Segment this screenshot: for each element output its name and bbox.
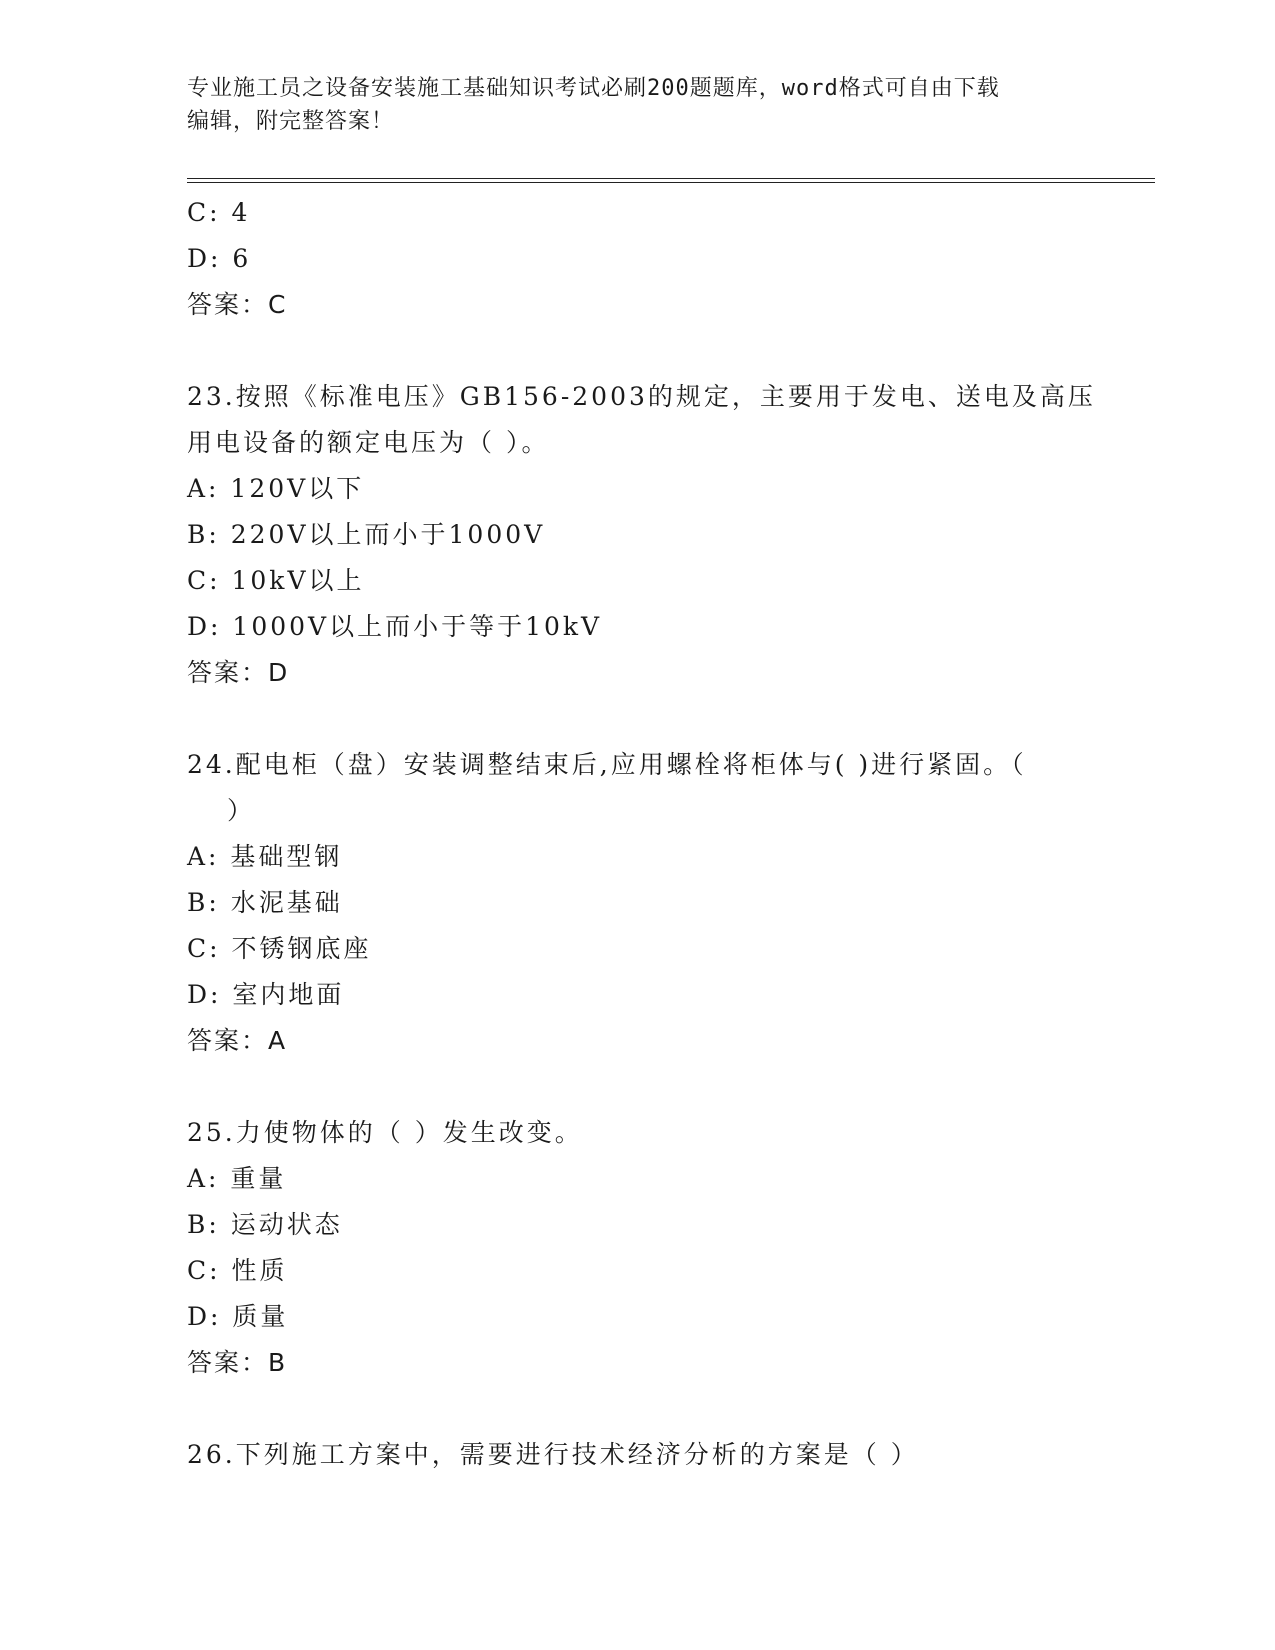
question-stem: 23.按照《标准电压》GB156-2003的规定，主要用于发电、送电及高压 bbox=[187, 382, 1096, 411]
option-d: D: 1000V以上而小于等于10kV bbox=[187, 612, 603, 641]
option-a: A: 重量 bbox=[187, 1164, 287, 1193]
answer: 答案：B bbox=[187, 1348, 288, 1377]
question-26 bbox=[187, 1432, 1087, 1478]
question-stem: 25.力使物体的（ ）发生改变。 bbox=[187, 1118, 583, 1147]
question-23 bbox=[187, 374, 1096, 696]
option-d: D: 室内地面 bbox=[187, 980, 345, 1009]
option-c: C: 性质 bbox=[187, 1256, 288, 1285]
question-25 bbox=[187, 1110, 1087, 1386]
answer: 答案：D bbox=[187, 658, 290, 687]
option-d: D: 质量 bbox=[187, 1302, 289, 1331]
header-line-2: 编辑，附完整答案！ bbox=[187, 109, 395, 134]
option-b: B: 运动状态 bbox=[187, 1210, 343, 1239]
option-b: B: 220V以上而小于1000V bbox=[187, 520, 546, 549]
document-body bbox=[187, 190, 1096, 1478]
question-stem-continued: ） bbox=[227, 796, 256, 825]
option-c: C: 4 bbox=[187, 198, 251, 227]
question-stem-continued: 用电设备的额定电压为（ ）。 bbox=[187, 428, 550, 457]
spacer bbox=[187, 1064, 1087, 1110]
header-rule-top bbox=[187, 178, 1155, 179]
question-stem: 26.下列施工方案中，需要进行技术经济分析的方案是（ ） bbox=[187, 1440, 919, 1469]
option-c: C: 10kV以上 bbox=[187, 566, 365, 595]
question-22-tail bbox=[187, 190, 1087, 328]
spacer bbox=[187, 1386, 1087, 1432]
option-b: B: 水泥基础 bbox=[187, 888, 343, 917]
answer: 答案：A bbox=[187, 1026, 288, 1055]
question-stem: 24.配电柜（盘）安装调整结束后,应用螺栓将柜体与( )进行紧固。（ bbox=[187, 750, 1027, 779]
document-header bbox=[187, 72, 1087, 138]
spacer bbox=[187, 696, 1087, 742]
question-24 bbox=[187, 742, 1087, 1064]
answer: 答案：C bbox=[187, 290, 288, 319]
option-d: D: 6 bbox=[187, 244, 252, 273]
option-c: C: 不锈钢底座 bbox=[187, 934, 372, 963]
spacer bbox=[187, 328, 1087, 374]
header-line-1: 专业施工员之设备安装施工基础知识考试必刷200题题库，word格式可自由下载 bbox=[187, 76, 1000, 101]
header-rule-bottom bbox=[187, 182, 1155, 183]
option-a: A: 基础型钢 bbox=[187, 842, 343, 871]
option-a: A: 120V以下 bbox=[187, 474, 365, 503]
